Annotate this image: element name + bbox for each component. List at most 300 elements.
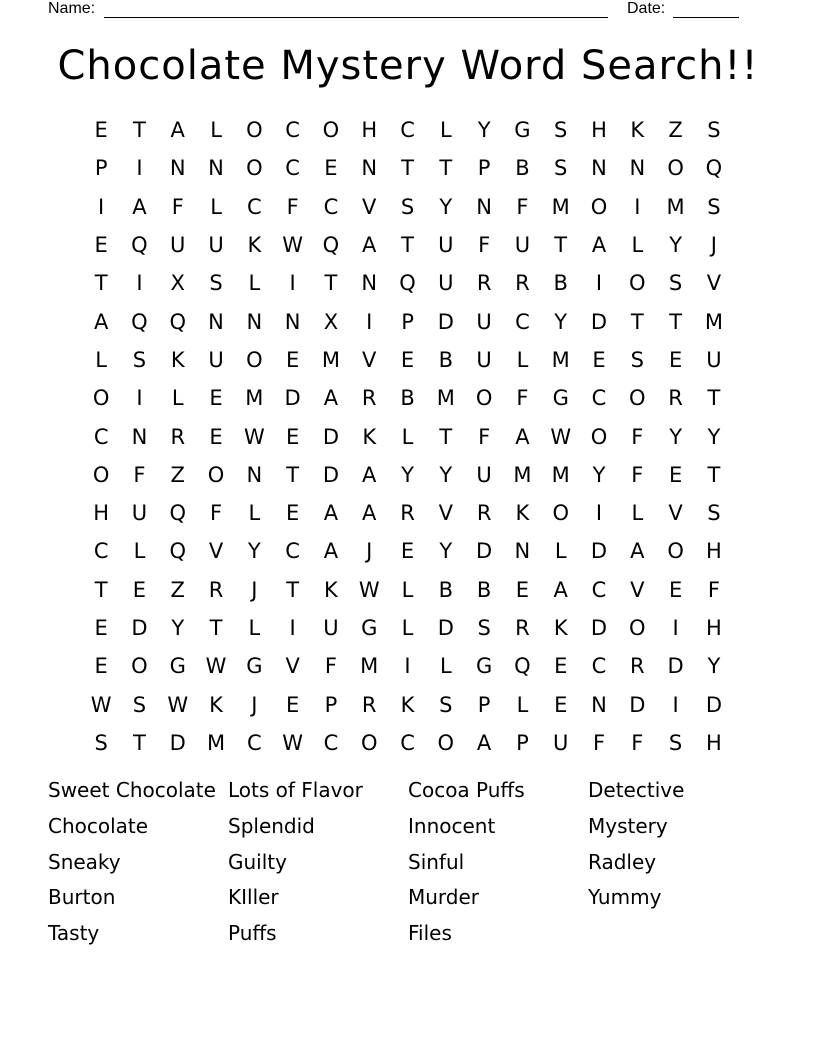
grid-letter: F (516, 194, 529, 219)
grid-letter: T (707, 386, 721, 411)
grid-letter: C (591, 654, 607, 679)
grid-letter: N (629, 156, 646, 181)
grid-letter: Q (399, 271, 416, 296)
grid-letter: S (707, 118, 721, 143)
grid-letter: D (169, 730, 186, 755)
grid-letter: B (553, 271, 568, 296)
grid-letter: M (666, 194, 685, 219)
grid-letter: J (251, 692, 258, 717)
letter-grid (82, 111, 733, 762)
word-list-item: Yummy (588, 885, 662, 910)
grid-letter: Z (170, 462, 185, 487)
grid-letter: C (93, 539, 109, 564)
grid-letter: K (630, 118, 645, 143)
grid-letter: L (439, 654, 452, 679)
grid-letter: O (92, 386, 110, 411)
grid-letter: M (513, 462, 532, 487)
word-list-item: Mystery (588, 813, 668, 838)
grid-letter: R (515, 616, 530, 640)
grid-letter: D (322, 462, 340, 487)
grid-letter: L (133, 539, 146, 564)
word-list-item: Detective (588, 778, 685, 802)
grid-letter: N (591, 692, 607, 717)
grid-letter: A (362, 462, 377, 487)
grid-letter: T (554, 233, 568, 258)
grid-letter: H (361, 118, 378, 143)
grid-letter: E (209, 386, 223, 411)
grid-letter: T (707, 462, 721, 487)
grid-letter: L (439, 118, 452, 143)
word-list (48, 778, 768, 957)
grid-letter: C (515, 309, 530, 334)
grid-letter: O (437, 730, 455, 755)
grid-letter: Y (247, 539, 261, 564)
grid-letter: L (248, 501, 261, 526)
grid-letter: O (629, 271, 646, 296)
grid-letter: Y (707, 424, 721, 449)
word-list-item: Innocent (408, 813, 496, 838)
grid-letter: E (94, 118, 108, 143)
grid-letter: N (591, 156, 607, 181)
grid-letter: X (170, 271, 185, 296)
grid-letter: R (476, 271, 492, 296)
grid-letter: A (132, 194, 147, 219)
grid-letter: F (286, 194, 299, 219)
grid-letter: J (251, 577, 258, 602)
grid-letter: C (285, 156, 300, 181)
grid-letter: C (285, 118, 300, 143)
grid-letter: L (248, 271, 261, 296)
grid-letter: W (90, 692, 112, 717)
grid-letter: W (243, 424, 265, 449)
name-label: Name: (48, 0, 96, 17)
grid-letter: A (553, 577, 568, 602)
grid-letter: S (668, 271, 683, 296)
grid-letter: D (284, 386, 301, 411)
grid-letter: I (136, 386, 143, 411)
date-label: Date: (627, 0, 666, 17)
grid-letter: F (133, 462, 146, 487)
grid-letter: C (591, 577, 607, 602)
word-list-item: Radley (588, 849, 657, 874)
grid-letter: T (439, 156, 453, 181)
grid-letter: E (400, 347, 415, 372)
grid-letter: R (361, 386, 377, 411)
grid-letter: R (208, 577, 224, 602)
grid-letter: C (323, 194, 339, 219)
grid-letter: U (208, 233, 224, 258)
grid-letter: O (360, 730, 378, 755)
grid-letter: V (285, 654, 300, 679)
word-list-item: Tasty (48, 921, 100, 946)
grid-letter: M (436, 386, 455, 411)
grid-letter: T (209, 616, 223, 640)
grid-letter: P (94, 156, 108, 181)
grid-letter: S (132, 692, 147, 717)
grid-letter: W (167, 692, 189, 717)
grid-letter: W (282, 233, 304, 258)
word-list-item: Chocolate (48, 813, 149, 838)
grid-letter: N (284, 309, 301, 334)
grid-letter: D (590, 616, 608, 640)
grid-letter: O (322, 118, 340, 143)
grid-letter: C (285, 539, 300, 564)
grid-letter: N (208, 309, 224, 334)
grid-letter: O (667, 539, 684, 564)
grid-letter: E (132, 577, 147, 602)
grid-letter: P (477, 692, 491, 717)
grid-letter: Y (439, 462, 453, 487)
grid-letter: M (551, 194, 570, 219)
grid-letter: P (324, 692, 338, 717)
grid-letter: T (94, 271, 108, 296)
grid-letter: D (131, 616, 148, 640)
grid-letter: Q (705, 156, 723, 181)
grid-letter: M (551, 462, 570, 487)
grid-letter: U (438, 271, 454, 296)
grid-letter: T (286, 577, 300, 602)
word-list-item: Sweet Chocolate (48, 778, 216, 802)
grid-letter: I (595, 501, 603, 526)
grid-letter: I (672, 692, 679, 717)
grid-letter: P (516, 730, 529, 755)
grid-letter: K (362, 424, 377, 449)
grid-letter: F (516, 386, 529, 411)
grid-letter: E (668, 577, 683, 602)
grid-letter: R (515, 271, 530, 296)
grid-letter: O (246, 347, 263, 372)
grid-letter: W (282, 730, 304, 755)
grid-letter: F (631, 424, 644, 449)
grid-letter: M (206, 730, 226, 755)
grid-letter: Q (169, 309, 186, 334)
grid-letter: U (553, 730, 569, 755)
word-list-item: Murder (408, 885, 480, 910)
grid-letter: K (170, 347, 185, 372)
grid-letter: B (438, 347, 454, 372)
grid-letter: Y (669, 424, 683, 449)
word-list-item: Sinful (408, 849, 465, 874)
grid-letter: Q (131, 233, 148, 258)
grid-letter: J (366, 539, 373, 564)
grid-letter: D (590, 539, 608, 564)
grid-letter: L (248, 616, 261, 640)
grid-letter: I (136, 156, 143, 181)
grid-letter: I (595, 271, 603, 296)
grid-letter: A (362, 233, 377, 258)
grid-letter: V (630, 577, 645, 602)
grid-letter: G (246, 654, 263, 679)
grid-letter: E (515, 577, 530, 602)
grid-letter: O (667, 156, 684, 181)
grid-letter: U (323, 616, 339, 640)
worksheet-header (0, 0, 816, 20)
grid-letter: I (289, 271, 296, 296)
grid-letter: A (476, 730, 492, 755)
word-list-item: Cocoa Puffs (408, 778, 525, 802)
grid-letter: T (439, 424, 453, 449)
grid-letter: A (515, 424, 530, 449)
word-list-item: Burton (48, 885, 116, 910)
grid-letter: E (668, 462, 683, 487)
date-blank-line (673, 17, 739, 18)
grid-letter: S (439, 692, 453, 717)
grid-letter: W (205, 654, 227, 679)
grid-letter: F (171, 194, 184, 219)
grid-letter: E (324, 156, 338, 181)
grid-letter: S (630, 347, 644, 372)
grid-letter: H (706, 730, 722, 755)
grid-letter: E (668, 347, 683, 372)
grid-letter: O (552, 501, 569, 526)
grid-letter: U (170, 233, 186, 258)
grid-letter: T (94, 577, 108, 602)
grid-letter: G (361, 616, 378, 640)
grid-letter: M (360, 654, 379, 679)
grid-letter: O (92, 462, 110, 487)
word-list-item: Puffs (228, 921, 277, 946)
grid-letter: D (667, 654, 684, 679)
grid-letter: C (400, 118, 415, 143)
grid-letter: Y (669, 233, 683, 258)
grid-letter: K (553, 616, 568, 640)
grid-letter: U (131, 501, 148, 526)
grid-letter: L (516, 692, 529, 717)
grid-letter: F (209, 501, 223, 526)
grid-letter: A (362, 501, 377, 526)
grid-letter: R (400, 501, 415, 526)
grid-letter: K (209, 692, 223, 717)
grid-letter: V (706, 271, 722, 296)
grid-letter: E (400, 539, 415, 564)
grid-letter: S (554, 118, 568, 143)
grid-letter: Y (439, 539, 453, 564)
grid-letter: E (94, 233, 108, 258)
grid-letter: B (400, 386, 415, 411)
grid-letter: L (171, 386, 184, 411)
grid-letter: H (706, 616, 722, 640)
grid-letter: V (362, 194, 377, 219)
grid-letter: F (631, 730, 644, 755)
grid-letter: N (361, 271, 378, 296)
grid-letter: Z (668, 118, 683, 143)
grid-letter: T (401, 156, 414, 181)
grid-letter: Q (514, 654, 531, 679)
grid-letter: A (630, 539, 645, 564)
grid-letter: L (554, 539, 567, 564)
grid-letter: E (285, 347, 300, 372)
grid-letter: I (672, 616, 679, 640)
grid-letter: U (476, 347, 492, 372)
grid-letter: T (630, 309, 644, 334)
grid-letter: U (706, 347, 722, 372)
grid-letter: W (358, 577, 380, 602)
grid-letter: C (400, 730, 415, 755)
grid-letter: R (630, 654, 645, 679)
grid-letter: E (592, 347, 606, 372)
grid-letter: N (476, 194, 492, 219)
grid-letter: T (133, 730, 146, 755)
grid-letter: I (98, 194, 105, 219)
grid-letter: B (438, 577, 454, 602)
grid-letter: L (401, 424, 414, 449)
grid-letter: O (590, 194, 608, 219)
grid-letter: L (95, 347, 107, 372)
grid-letter: S (707, 501, 721, 526)
grid-letter: L (631, 233, 644, 258)
grid-letter: U (438, 233, 454, 258)
grid-letter: G (552, 386, 569, 411)
grid-letter: Y (554, 309, 568, 334)
grid-letter: T (401, 233, 414, 258)
grid-letter: E (94, 654, 108, 679)
grid-letter: D (705, 692, 722, 717)
grid-letter: U (476, 309, 492, 334)
grid-letter: I (634, 194, 641, 219)
grid-letter: K (247, 233, 262, 258)
grid-letter: L (401, 616, 414, 640)
grid-letter: H (93, 501, 110, 526)
grid-letter: Y (477, 118, 491, 143)
grid-letter: U (208, 347, 224, 372)
grid-letter: E (285, 692, 300, 717)
grid-letter: N (208, 156, 224, 181)
grid-letter: O (629, 386, 646, 411)
grid-letter: Y (171, 616, 185, 640)
grid-letter: Y (592, 462, 606, 487)
grid-letter: R (361, 692, 377, 717)
grid-letter: D (437, 616, 454, 640)
grid-letter: B (476, 577, 492, 602)
grid-letter: Z (170, 577, 185, 602)
grid-letter: V (362, 347, 377, 372)
grid-letter: D (322, 424, 340, 449)
grid-letter: L (516, 347, 529, 372)
grid-letter: Q (131, 309, 148, 334)
grid-letter: S (707, 194, 721, 219)
grid-letter: A (323, 501, 339, 526)
grid-letter: N (131, 424, 148, 449)
grid-letter: C (247, 194, 262, 219)
page-title: Chocolate Mystery Word Search!! (57, 43, 759, 89)
word-list-item: Splendid (228, 813, 315, 838)
grid-letter: O (246, 156, 263, 181)
grid-letter: E (285, 424, 300, 449)
grid-letter: Y (707, 654, 721, 679)
grid-letter: J (710, 233, 717, 258)
grid-letter: S (554, 156, 568, 181)
grid-letter: S (94, 730, 108, 755)
grid-letter: F (324, 654, 337, 679)
grid-letter: O (475, 386, 493, 411)
grid-letter: G (169, 654, 186, 679)
grid-letter: V (668, 501, 683, 526)
grid-letter: N (169, 156, 186, 181)
grid-letter: S (132, 347, 147, 372)
grid-letter: N (361, 156, 378, 181)
word-list-item: Sneaky (48, 849, 121, 874)
grid-letter: F (478, 233, 491, 258)
grid-letter: U (514, 233, 531, 258)
grid-letter: R (668, 386, 683, 411)
grid-letter: P (401, 309, 414, 334)
grid-letter: S (477, 616, 491, 640)
grid-letter: T (133, 118, 146, 143)
word-list-item: KIller (228, 885, 279, 910)
grid-letter: Q (169, 539, 186, 564)
grid-letter: K (324, 577, 338, 602)
grid-letter: T (669, 309, 683, 334)
word-list-item: Guilty (228, 849, 287, 874)
grid-letter: C (247, 730, 262, 755)
grid-letter: V (208, 539, 224, 564)
grid-letter: K (400, 692, 415, 717)
word-list-item (588, 921, 768, 957)
grid-letter: C (93, 424, 109, 449)
grid-letter: N (514, 539, 531, 564)
grid-letter: I (136, 271, 143, 296)
grid-letter: Y (439, 194, 453, 219)
grid-letter: E (209, 424, 223, 449)
grid-letter: H (591, 118, 607, 143)
grid-letter: D (476, 539, 493, 564)
grid-letter: E (94, 616, 108, 640)
grid-letter: T (286, 462, 300, 487)
grid-letter: O (207, 462, 225, 487)
grid-letter: B (515, 156, 530, 181)
grid-letter: O (629, 616, 646, 640)
grid-letter: Q (322, 233, 340, 258)
grid-letter: A (323, 539, 339, 564)
grid-letter: D (629, 692, 646, 717)
grid-letter: R (170, 424, 186, 449)
grid-letter: G (514, 118, 531, 143)
grid-letter: D (437, 309, 454, 334)
grid-letter: U (476, 462, 492, 487)
grid-letter: L (631, 501, 644, 526)
grid-letter: K (515, 501, 530, 526)
grid-letter: G (475, 654, 493, 679)
grid-letter: M (551, 347, 570, 372)
grid-letter: O (590, 424, 608, 449)
grid-letter: E (285, 501, 300, 526)
grid-letter: W (550, 424, 572, 449)
grid-letter: E (554, 692, 568, 717)
grid-letter: I (366, 309, 373, 334)
grid-letter: Q (169, 501, 186, 526)
grid-letter: H (706, 539, 722, 564)
grid-letter: A (170, 118, 185, 143)
grid-letter: S (400, 194, 415, 219)
grid-letter: F (707, 577, 720, 602)
name-blank-line (104, 17, 608, 18)
grid-letter: A (591, 233, 607, 258)
grid-letter: M (321, 347, 340, 372)
grid-letter: N (246, 462, 263, 487)
grid-letter: F (631, 462, 644, 487)
grid-letter: M (245, 386, 264, 411)
grid-letter: O (246, 118, 263, 143)
grid-letter: D (590, 309, 608, 334)
grid-letter: A (323, 386, 339, 411)
grid-letter: X (323, 309, 339, 334)
grid-letter: L (401, 577, 414, 602)
grid-letter: L (210, 194, 222, 219)
grid-letter: R (476, 501, 492, 526)
grid-letter: O (131, 654, 148, 679)
grid-letter: C (323, 730, 339, 755)
word-list-item: Lots of Flavor (228, 778, 363, 802)
